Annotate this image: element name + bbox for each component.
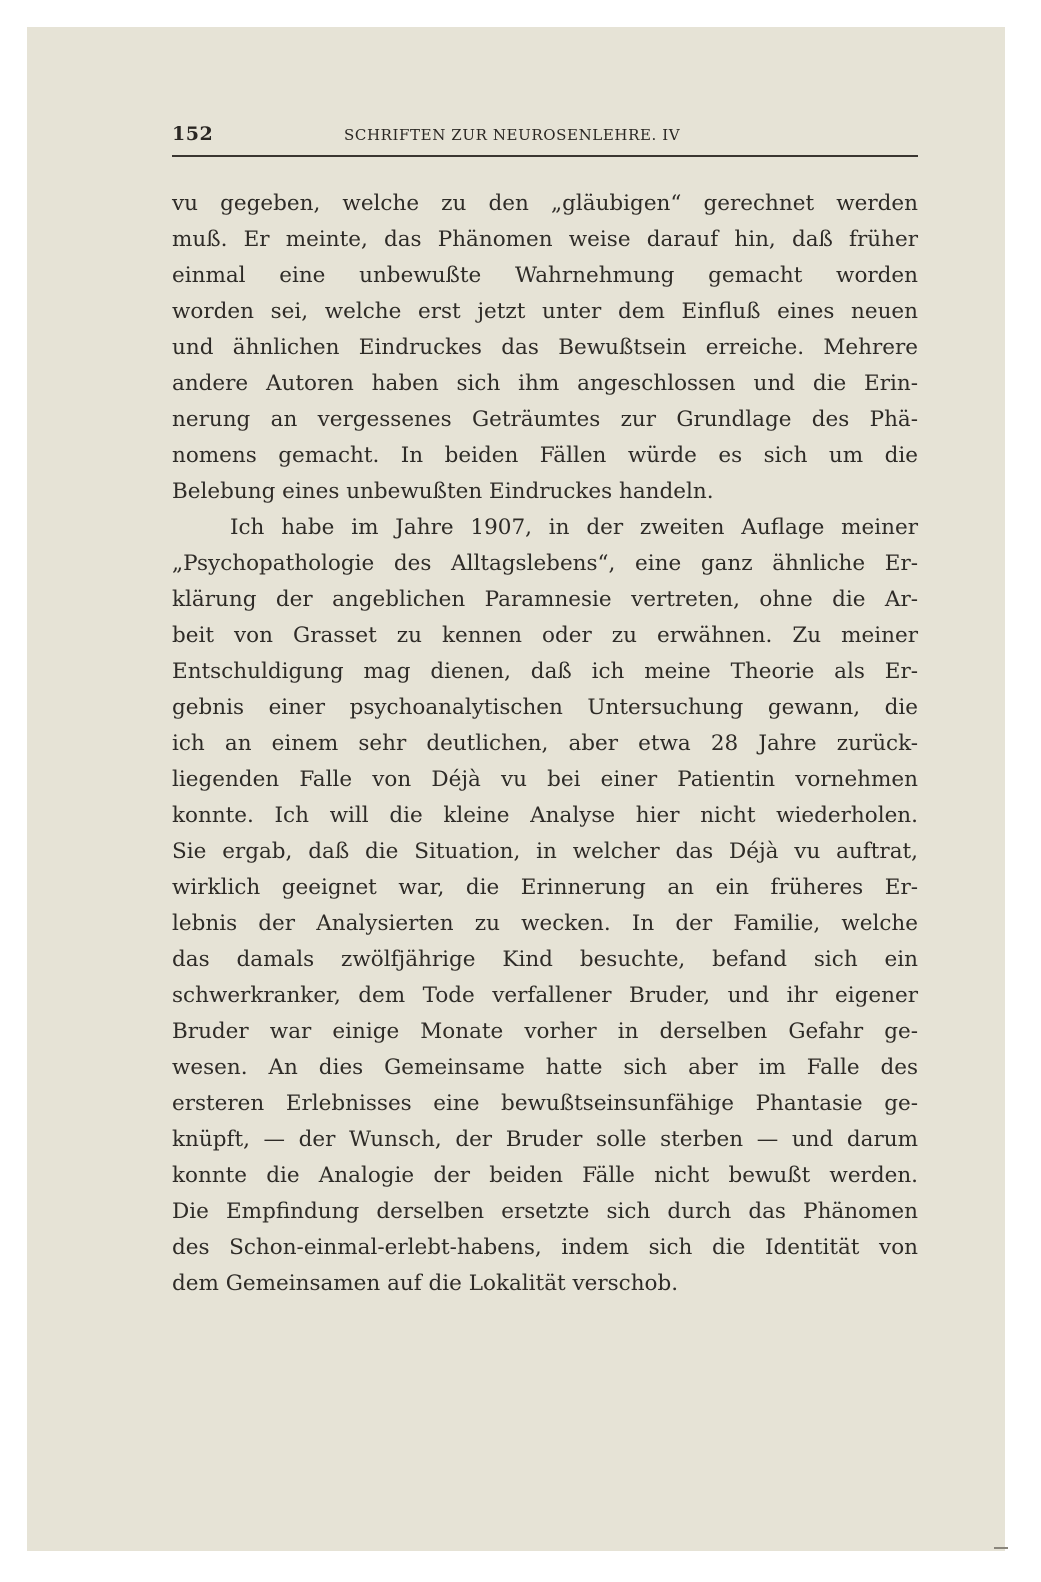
text-line: liegenden Falle von Déjà vu bei einer Patientin vornehmen [172, 767, 918, 792]
text-line: konnte die Analogie der beiden Fälle nicht bewußt werden. [172, 1163, 918, 1188]
text-line: „Psychopathologie des Alltagslebens“, eine ganz ähnliche Er- [172, 551, 918, 576]
page-header [172, 117, 918, 157]
text-line: gebnis einer psychoanalytischen Untersuchung gewann, die [172, 695, 918, 720]
text-line: worden sei, welche erst jetzt unter dem Einfluß eines neuen [172, 299, 918, 324]
body-text [172, 186, 918, 1302]
text-line: wirklich geeignet war, die Erinnerung an ein früheres Er- [172, 875, 918, 900]
text-line: ich an einem sehr deutlichen, aber etwa 28 Jahre zurück- [172, 731, 918, 756]
paragraph-end-line: Belebung eines unbewußten Eindruckes handeln. [172, 479, 714, 504]
text-line: des Schon-einmal-erlebt-habens, indem sich die Identität von [172, 1235, 918, 1260]
text-line: andere Autoren haben sich ihm angeschlossen und die Erin- [172, 371, 918, 396]
text-line: das damals zwölfjährige Kind besuchte, befand sich ein [172, 947, 918, 972]
text-line: einmal eine unbewußte Wahrnehmung gemacht worden [172, 263, 918, 288]
text-line: wesen. An dies Gemeinsame hatte sich aber im Falle des [172, 1055, 918, 1080]
text-line: beit von Grasset zu kennen oder zu erwähnen. Zu meiner [172, 623, 918, 648]
text-line: nerung an vergessenes Geträumtes zur Grundlage des Phä- [172, 407, 918, 432]
header-rule [172, 155, 918, 157]
text-line: Die Empfindung derselben ersetzte sich durch das Phänomen [172, 1199, 918, 1224]
paragraph-end-line: dem Gemeinsamen auf die Lokalität verschob. [172, 1271, 679, 1296]
text-line: nomens gemacht. In beiden Fällen würde es sich um die [172, 443, 918, 468]
running-head: SCHRIFTEN ZUR NEUROSENLEHRE. IV [344, 126, 681, 144]
text-line: schwerkranker, dem Tode verfallener Bruder, und ihr eigener [172, 983, 918, 1008]
text-line: Bruder war einige Monate vorher in derselben Gefahr ge- [172, 1019, 918, 1044]
text-line: vu gegeben, welche zu den „gläubigen“ gerechnet werden [172, 191, 918, 216]
page-number: 152 [172, 123, 214, 145]
text-line: muß. Er meinte, das Phänomen weise darauf hin, daß früher [172, 227, 918, 252]
text-line: lebnis der Analysierten zu wecken. In der Familie, welche [172, 911, 918, 936]
scan-mark [994, 1547, 1008, 1549]
text-line: knüpft, — der Wunsch, der Bruder solle sterben — und darum [172, 1127, 918, 1152]
text-line: ersteren Erlebnisses eine bewußtseinsunfähige Phantasie ge- [172, 1091, 918, 1116]
text-line: konnte. Ich will die kleine Analyse hier nicht wiederholen. [172, 803, 918, 828]
text-line: Entschuldigung mag dienen, daß ich meine Theorie als Er- [172, 659, 918, 684]
paragraph-start-line: Ich habe im Jahre 1907, in der zweiten Auflage meiner [230, 515, 918, 540]
text-line: klärung der angeblichen Paramnesie vertreten, ohne die Ar- [172, 587, 918, 612]
text-line: Sie ergab, daß die Situation, in welcher das Déjà vu auftrat, [172, 839, 918, 864]
text-line: und ähnlichen Eindruckes das Bewußtsein erreiche. Mehrere [172, 335, 918, 360]
